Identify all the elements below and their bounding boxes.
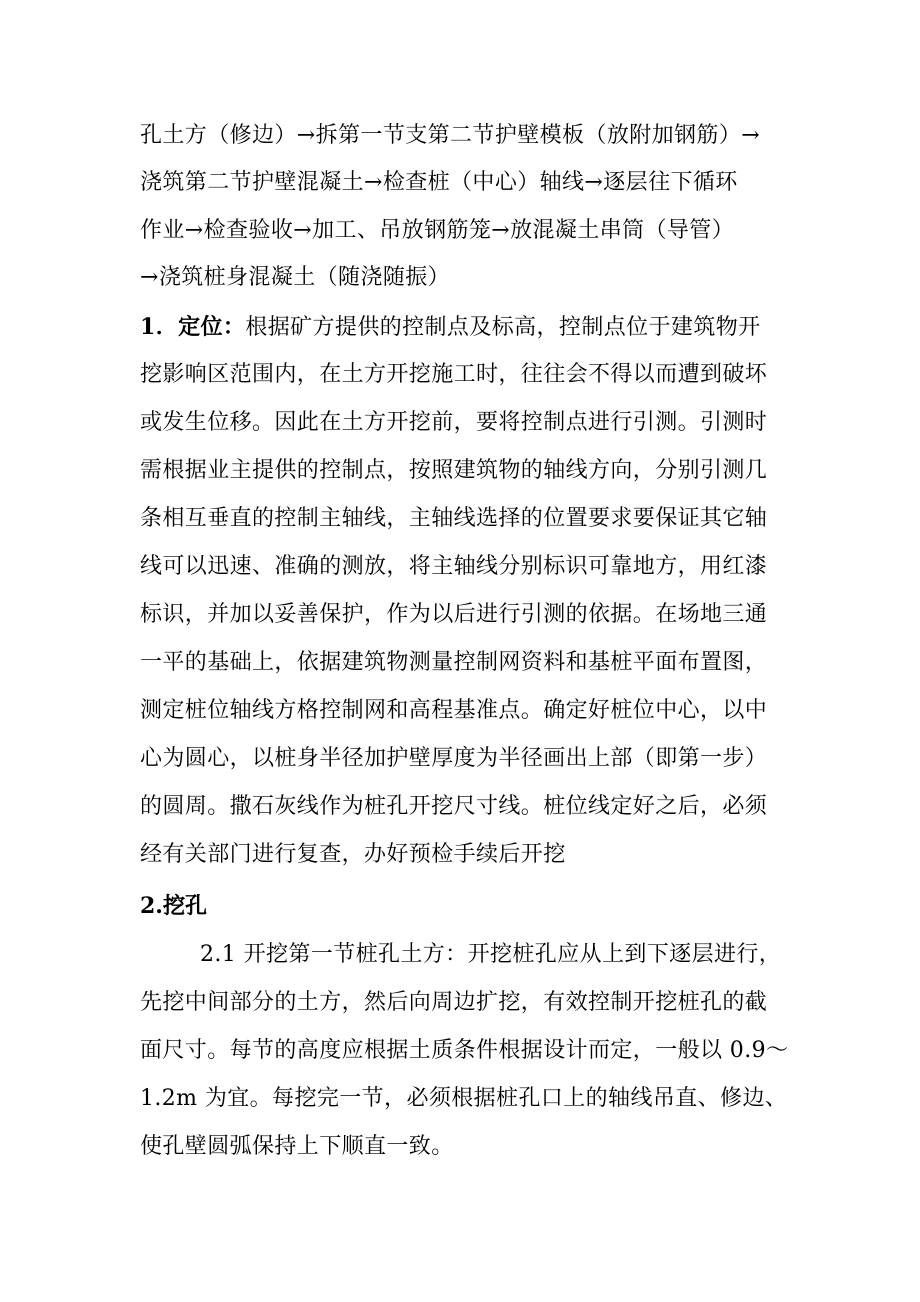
section1-text-line: 线可以迅速、准确的测放，将主轴线分别标识可靠地方，用红漆 [140,554,768,579]
section1-text-line: 条相互垂直的控制主轴线，主轴线选择的位置要求要保证其它轴 [140,506,768,531]
section2-text-line: 2.1 开挖第一节桩孔土方：开挖桩孔应从上到下逐层进行， [200,942,782,967]
flow-line-1: 孔土方（修边）→拆第一节支第二节护壁模板（放附加钢筋）→ [140,123,761,148]
section1-first-line [140,312,800,343]
section2-heading: 2.挖孔 [140,893,207,919]
section1-text-line: 标识，并加以妥善保护，作为以后进行引测的依据。在场地三通 [140,602,768,627]
flow-line-3: 作业→检查验收→加工、吊放钢筋笼→放混凝土串筒（导管） [140,218,735,243]
section2-text-line: 先挖中间部分的土方，然后向周边扩挖，有效控制开挖桩孔的截 [140,990,768,1015]
section1-text-line: 根据矿方提供的控制点及标高，控制点位于建筑物开 [245,315,761,340]
flow-line-2: 浇筑第二节护壁混凝土→检查桩（中心）轴线→逐层往下循环 [140,170,738,195]
section2-text-line: 面尺寸。每节的高度应根据土质条件根据设计而定，一般以 0.9～ [140,1038,789,1063]
section1-text-line: 的圆周。撒石灰线作为桩孔开挖尺寸线。桩位线定好之后，必须 [140,794,768,819]
section1-text-line: 需根据业主提供的控制点，按照建筑物的轴线方向，分别引测几 [140,458,768,483]
section1-text-line: 经有关部门进行复查，办好预检手续后开挖 [140,842,566,867]
section1-label: 1．定位： [140,314,246,340]
section1-text-line: 或发生位移。因此在土方开挖前，要将控制点进行引测。引测时 [140,410,768,435]
section2-text-line: 使孔壁圆弧保持上下顺直一致。 [140,1134,454,1159]
section1-text-line: 挖影响区范围内，在土方开挖施工时，往往会不得以而遭到破坏 [140,362,768,387]
section2-text-line: 1.2m 为宜。每挖完一节，必须根据桩孔口上的轴线吊直、修边、 [140,1086,788,1111]
flow-line-4: →浇筑桩身混凝土（随浇随振） [140,265,451,290]
section1-text-line: 一平的基础上，依据建筑物测量控制网资料和基桩平面布置图， [140,650,768,675]
section1-text-line: 心为圆心，以桩身半径加护壁厚度为半径画出上部（即第一步） [140,746,768,771]
section1-text-line: 测定桩位轴线方格控制网和高程基准点。确定好桩位中心，以中 [140,698,768,723]
